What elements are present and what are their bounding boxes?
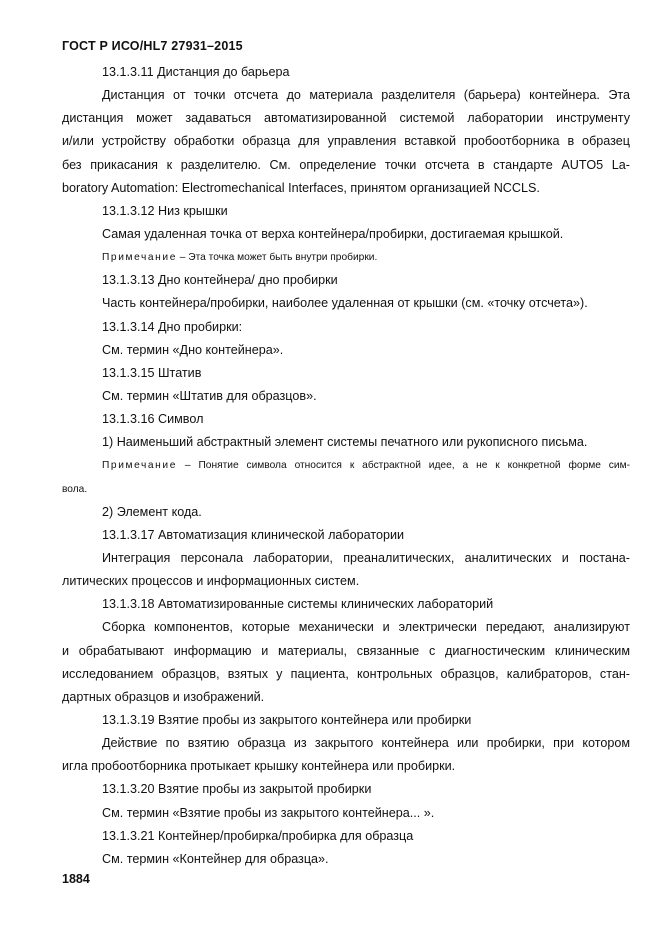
text-line [62,825,630,848]
text-line [62,755,630,778]
line-text: и/или устройству обработки образца для управления вставкой пробоотборника в образец [62,134,630,149]
line-text: 1) Наименьший абстрактный элемент системы печатного или рукописного письма. [102,435,588,450]
line-text: boratory Automation: Electromechanical Interfaces, принятом организацией NCCLS. [62,180,540,195]
line-text: 13.1.3.21 Контейнер/пробирка/пробирка для образца [102,828,414,843]
note-line [62,454,630,477]
line-text: дартных образцов и изображений. [62,689,265,704]
note-label: Примечание [102,252,177,264]
text-line [62,848,630,871]
line-text: дистанция может задаваться автоматизированной системой лаборатории инструменту [62,111,630,126]
text-line [62,524,630,547]
line-text: 13.1.3.19 Взятие пробы из закрытого контейнера или пробирки [102,712,472,727]
line-text: Часть контейнера/пробирки, наиболее удаленная от крышки (см. «точку отсчета»). [102,296,588,311]
line-text: 13.1.3.11 Дистанция до барьера [102,65,290,79]
line-text: См. термин «Дно контейнера». [102,342,284,357]
note-line [62,246,630,269]
text-line [62,593,630,616]
line-text: Сборка компонентов, которые механически и электрически передают, анализируют [102,620,630,635]
text-line [62,177,630,200]
text-line [62,107,630,130]
line-text: 13.1.3.15 Штатив [102,365,202,380]
line-text: – Понятие символа относится к абстрактной идее, а не к конкретной форме сим- [176,460,630,472]
line-text: 13.1.3.14 Дно пробирки: [102,319,243,334]
line-text: См. термин «Взятие пробы из закрытого контейнера... ». [102,805,435,820]
line-text: – Эта точка может быть внутри пробирки. [176,252,378,264]
text-line [62,316,630,339]
line-text: 13.1.3.18 Автоматизированные системы клинических лабораторий [102,597,494,612]
line-text: 2) Элемент кода. [102,504,202,519]
page-number: 1884 [62,872,90,886]
text-line [62,292,630,315]
line-text: 13.1.3.12 Низ крышки [102,203,228,218]
line-text: См. термин «Штатив для образцов». [102,388,317,403]
text-line [62,362,630,385]
line-text: 13.1.3.13 Дно контейнера/ дно пробирки [102,273,338,288]
text-line [62,732,630,755]
text-line [62,223,630,246]
text-line [62,61,630,84]
text-line [62,200,630,223]
text-line [62,640,630,663]
line-text: литических процессов и информационных систем. [62,574,360,589]
line-text: Дистанция от точки отсчета до материала разделителя (барьера) контейнера. Эта [102,88,630,103]
text-line [62,570,630,593]
text-line [62,130,630,153]
document-header: ГОСТ Р ИСО/HL7 27931–2015 [62,39,243,53]
line-text: 13.1.3.20 Взятие пробы из закрытой пробирки [102,782,372,797]
text-line [62,385,630,408]
line-text: Самая удаленная точка от верха контейнера/пробирки, достигаемая крышкой. [102,226,564,241]
text-line [62,269,630,292]
text-line [62,686,630,709]
text-line [62,616,630,639]
note-line [62,478,630,501]
text-line [62,778,630,801]
text-line [62,84,630,107]
text-line [62,154,630,177]
document-body [62,61,630,871]
document-page [62,0,630,935]
note-label: Примечание [102,460,177,472]
text-line [62,547,630,570]
line-text: исследованием образцов, взятых у пациента, контрольных образцов, калибраторов, стан- [62,666,630,681]
text-line [62,339,630,362]
text-line [62,802,630,825]
line-text: Интеграция персонала лаборатории, преаналитических, аналитических и постана- [102,550,630,565]
line-text: См. термин «Контейнер для образца». [102,851,329,866]
line-text: 13.1.3.17 Автоматизация клинической лаборатории [102,527,405,542]
line-text: Действие по взятию образца из закрытого контейнера или пробирки, при котором [102,736,630,751]
text-line [62,408,630,431]
line-text: без прикасания к разделителю. См. определение точки отсчета в стандарте AUTO5 La- [62,157,630,172]
line-text: вола. [62,483,88,495]
text-line [62,501,630,524]
line-text: игла пробоотборника протыкает крышку контейнера или пробирки. [62,759,456,774]
line-text: 13.1.3.16 Символ [102,412,204,427]
line-text: и обрабатывают информацию и материалы, связанные с диагностическим клиническим [62,643,630,658]
text-line [62,709,630,732]
text-line [62,431,630,454]
text-line [62,663,630,686]
